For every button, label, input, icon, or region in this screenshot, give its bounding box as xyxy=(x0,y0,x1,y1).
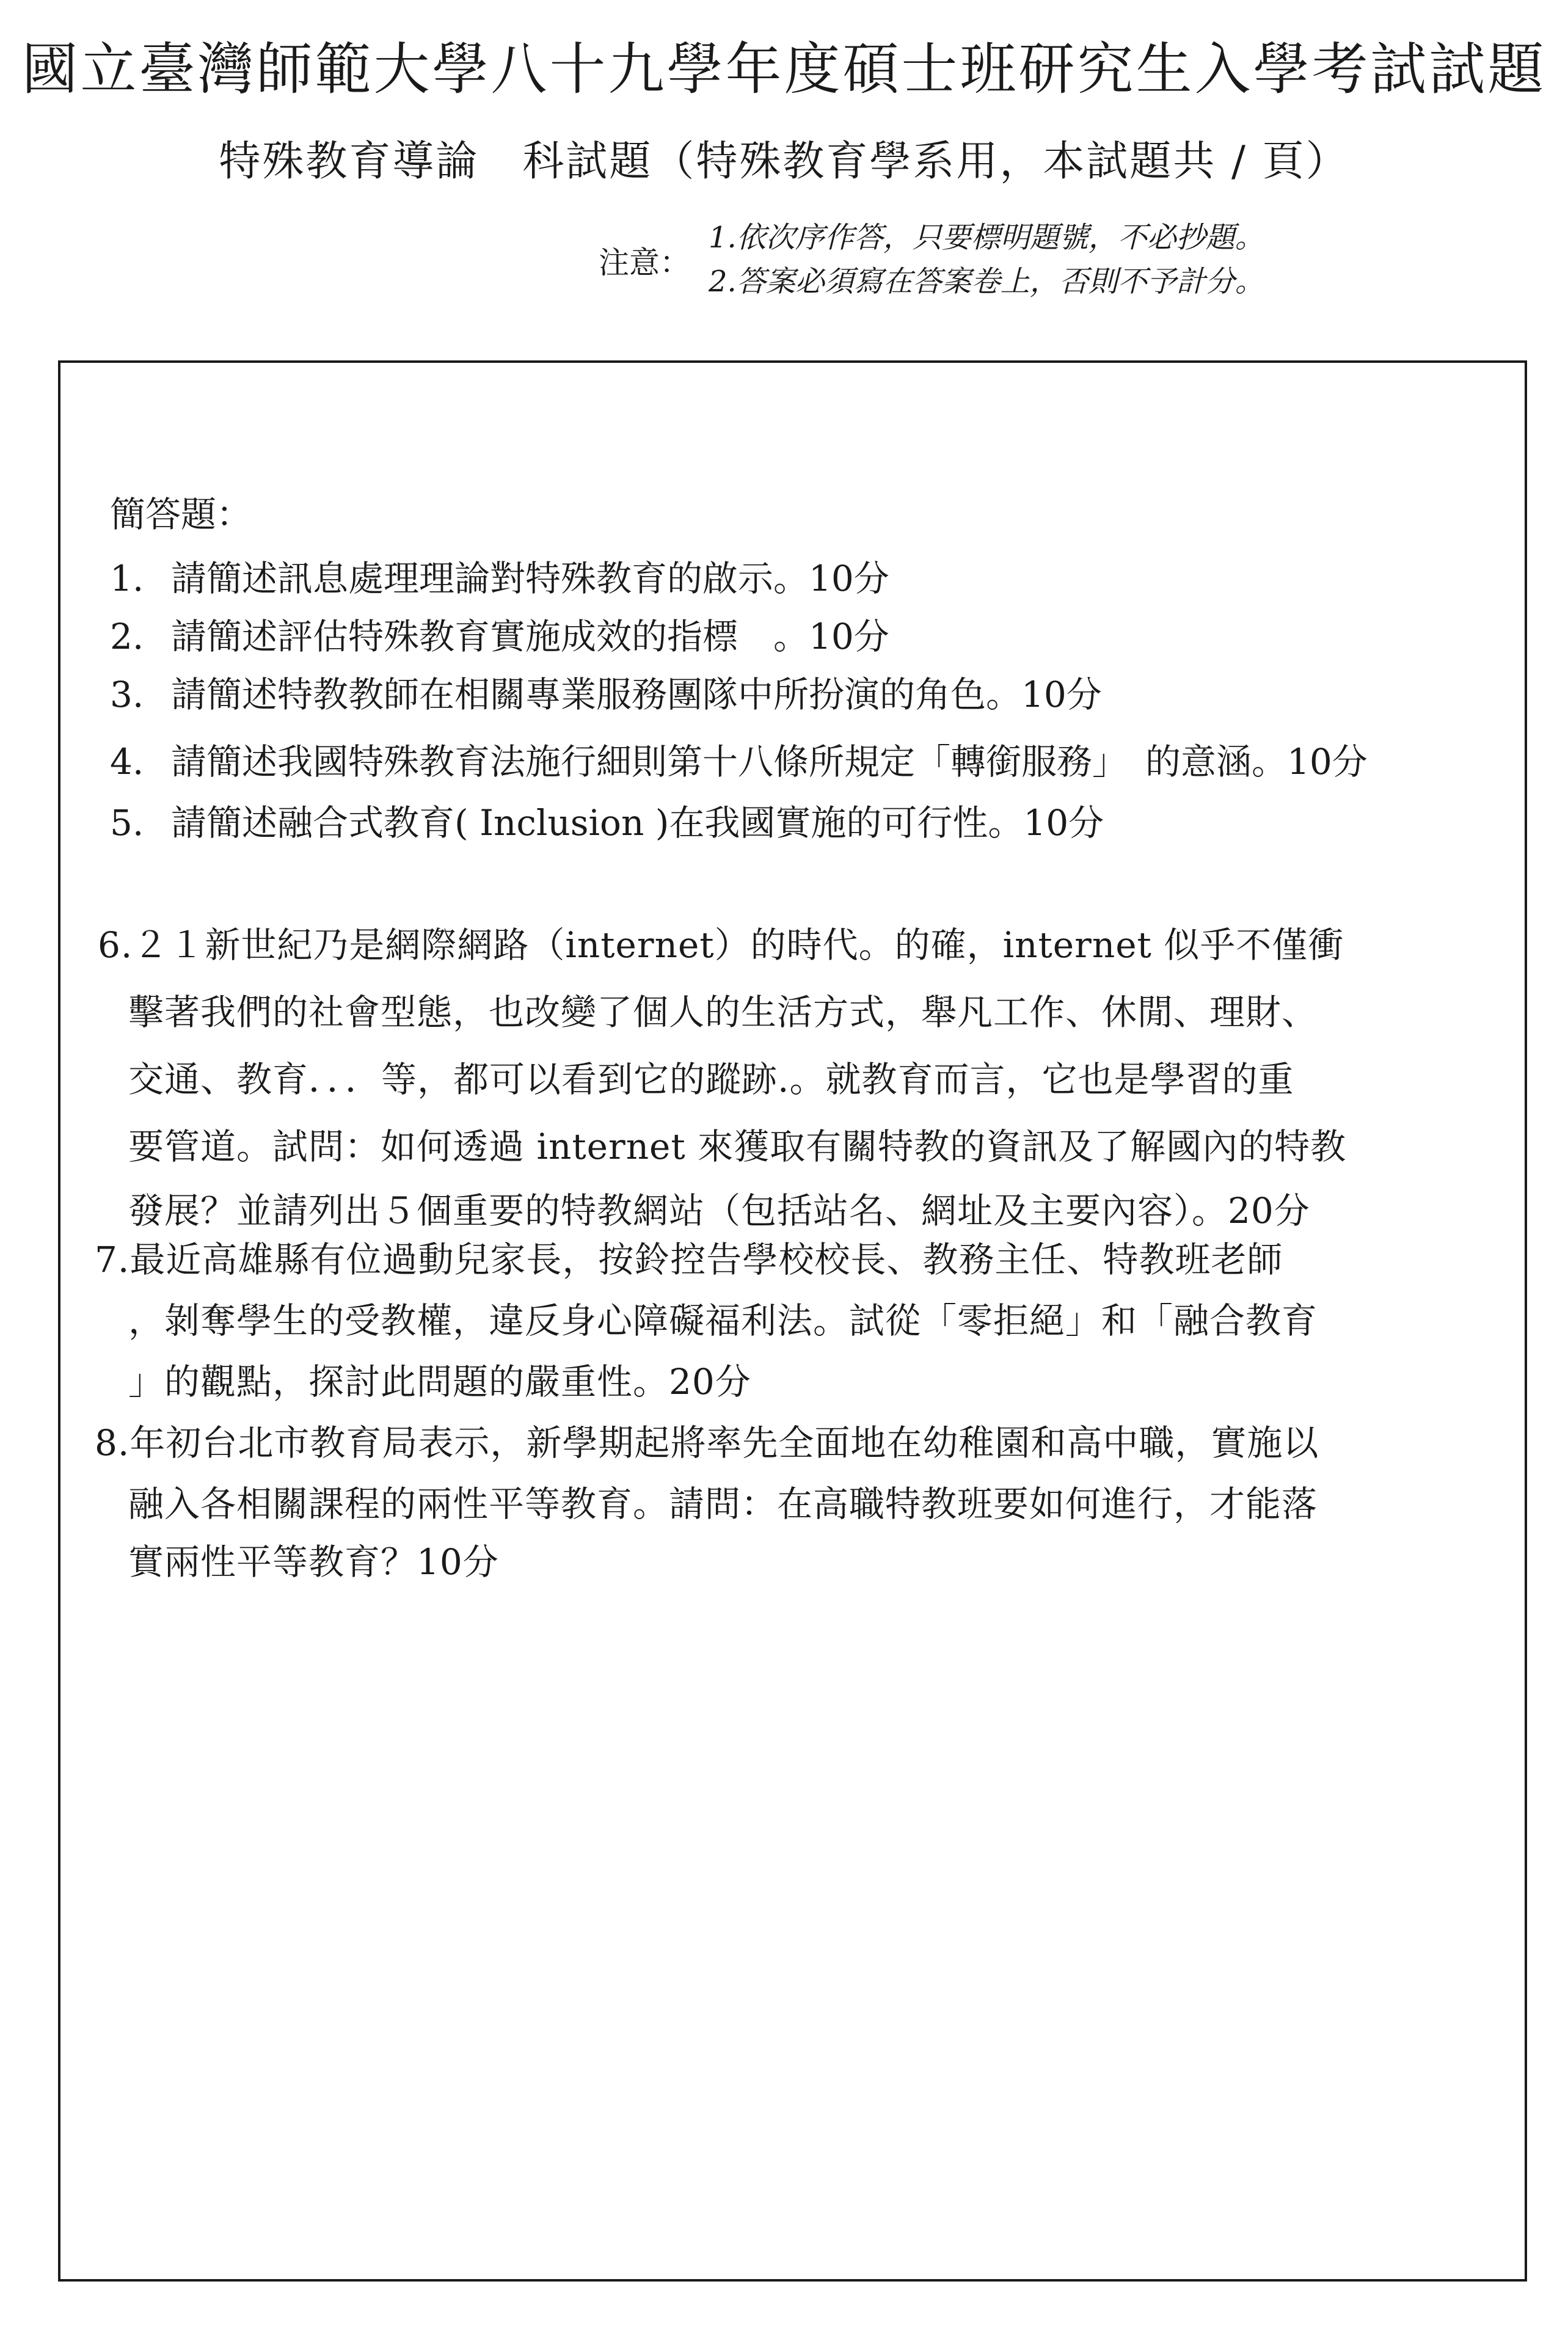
question-6-line-4: 要管道。試問：如何透過 internet 來獲取有關特教的資訊及了解國內的特教 xyxy=(128,1126,1347,1167)
question-3 xyxy=(110,666,1102,717)
exam-subtitle: 特殊教育導論 科試題（特殊教育學系用，本試題共 / 頁） xyxy=(219,137,1349,186)
question-number: 5. xyxy=(110,802,144,844)
question-6-line-1: 6.２１新世紀乃是網際網路（internet）的時代。的確，internet 似乎不僅衝 xyxy=(98,924,1344,966)
notice-block xyxy=(599,214,1454,305)
question-8-line-2: 融入各相關課程的兩性平等教育。請問：在高職特教班要如何進行，才能落 xyxy=(128,1483,1318,1525)
question-text: 請簡述特教教師在相關專業服務團隊中所扮演的角色。10分 xyxy=(171,674,1102,715)
notice-item-1: 1.依次序作答，只要標明題號，不必抄題。 xyxy=(709,221,1264,255)
question-7-line-2: ，剝奪學生的受教權，違反身心障礙福利法。試從「零拒絕」和「融合教育 xyxy=(128,1300,1318,1341)
question-number: 4. xyxy=(110,741,144,782)
question-8-line-3: 實兩性平等教育？10分 xyxy=(128,1541,499,1583)
question-7-line-1: 7.最近高雄縣有位過動兒家長，按鈴控告學校校長、教務主任、特教班老師 xyxy=(95,1239,1283,1280)
question-1 xyxy=(110,550,889,601)
question-6-line-3: 交通、教育．．．等，都可以看到它的蹤跡.。就教育而言，它也是學習的重 xyxy=(128,1059,1294,1100)
notice-label: 注意： xyxy=(599,245,690,280)
question-5 xyxy=(110,794,1104,845)
question-6-line-5: 發展？並請列出５個重要的特教網站（包括站名、網址及主要內容）。20分 xyxy=(128,1190,1310,1231)
question-text: 請簡述融合式教育( Inclusion )在我國實施的可行性。10分 xyxy=(171,802,1104,844)
question-number: 3. xyxy=(110,674,144,715)
section-title: 簡答題： xyxy=(110,494,252,535)
question-4 xyxy=(110,733,1368,784)
question-text: 請簡述我國特殊教育法施行細則第十八條所規定「轉銜服務」 的意涵。10分 xyxy=(171,741,1368,782)
question-2 xyxy=(110,608,889,659)
question-number: 1. xyxy=(110,558,144,599)
question-7-line-3: 」的觀點，探討此問題的嚴重性。20分 xyxy=(128,1361,751,1403)
question-6-line-2: 擊著我們的社會型態，也改變了個人的生活方式，舉凡工作、休閒、理財、 xyxy=(128,991,1318,1033)
exam-title: 國立臺灣師範大學八十九學年度碩士班研究生入學考試試題 xyxy=(21,37,1547,102)
question-number: 2. xyxy=(110,616,144,657)
question-text: 請簡述訊息處理理論對特殊教育的啟示。10分 xyxy=(171,558,889,599)
question-8-line-1: 8.年初台北市教育局表示，新學期起將率先全面地在幼稚園和高中職，實施以 xyxy=(95,1422,1319,1464)
question-text: 請簡述評估特殊教育實施成效的指標 。10分 xyxy=(171,616,889,657)
notice-item-2: 2.答案必須寫在答案卷上，否則不予計分。 xyxy=(709,264,1264,299)
